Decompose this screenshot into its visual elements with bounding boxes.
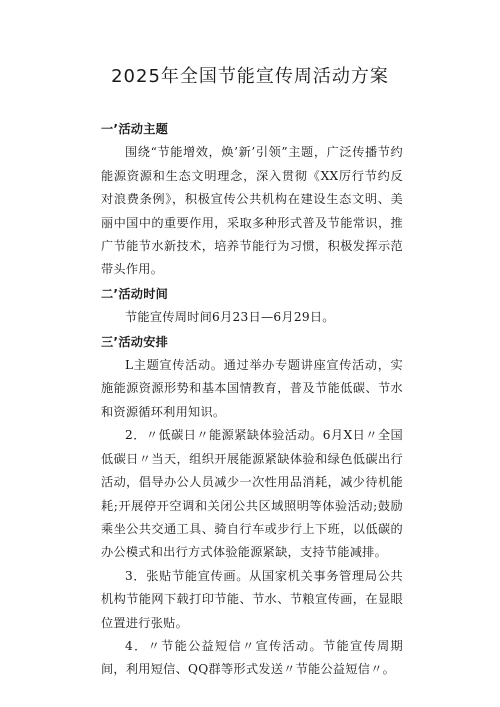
- document-title: 2025年全国节能宣传周活动方案: [111, 66, 389, 87]
- paragraph-theme: 围绕“节能增效，焕’新’引领”主题，广泛传播节约能源资源和生态文明理念，深入贯彻《XX厉行节约反对浪费条例》，积极宣传公共机构在建设生态文明、美丽中国中的重要作用，采取多种形式普及节能常识，推广节能节水新技术，培养节能行为习惯，积极发挥示范带头作用。: [101, 145, 403, 277]
- paragraph-time: 节能宣传周时间6月23日—6月29日。: [125, 310, 335, 325]
- paragraph-arrangement-1: L主题宣传活动。通过举办专题讲座宣传活动，实施能源资源形势和基本国情教育，普及节能低碳、节水和资源循环利用知识。: [101, 358, 403, 419]
- section-heading-theme: 一’活动主题: [101, 122, 169, 136]
- section-heading-arrangement: 三’活动安排: [101, 334, 169, 349]
- document-body: [101, 118, 403, 682]
- section-heading-time: 二’活动时间: [101, 286, 169, 301]
- paragraph-arrangement-2: 2．〃低碳日〃能源紧缺体验活动。6月X日〃全国低碳日〃当天，组织开展能源紧缺体验和绿色低碳出行活动，倡导办公人员减少一次性用品消耗，减少待机能耗;开展停开空调和关闭公共区域照明等体验活动;鼓励乘坐公共交通工具、骑自行车或步行上下班，以低碳的办公模式和出行方式体验能源紧缺，支持节能减排。: [101, 428, 403, 560]
- paragraph-arrangement-4: 4．〃节能公益短信〃宣传活动。节能宣传周期间，利用短信、QQ群等形式发送〃节能公益短信〃。: [101, 638, 403, 677]
- paragraph-arrangement-3: 3．张贴节能宣传画。从国家机关事务管理局公共机构节能网下载打印节能、节水、节粮宣传画，在显眼位置进行张贴。: [101, 568, 403, 630]
